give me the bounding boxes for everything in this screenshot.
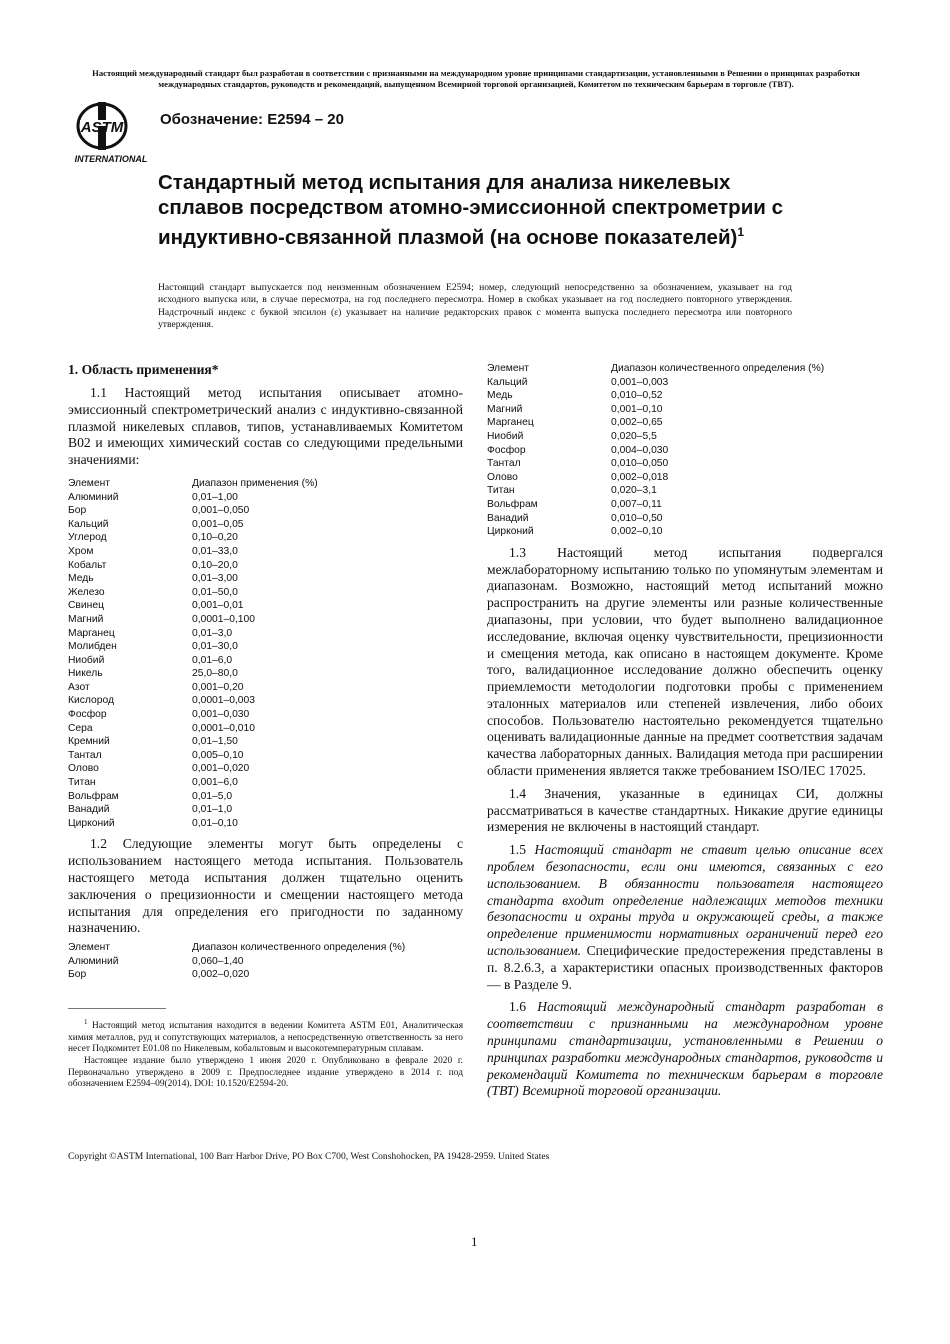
range-value: 0,0001–0,003 bbox=[192, 695, 255, 707]
left-column bbox=[68, 362, 463, 988]
range-value: 0,01–30,0 bbox=[192, 641, 238, 653]
table-row bbox=[68, 613, 463, 627]
paragraph-number: 1.5 bbox=[509, 842, 526, 858]
element-name: Фосфор bbox=[68, 709, 107, 721]
range-value: 0,10–0,20 bbox=[192, 532, 238, 544]
range-value: 0,020–3,1 bbox=[611, 485, 657, 497]
table-row bbox=[487, 484, 883, 498]
element-name: Тантал bbox=[68, 749, 102, 761]
table-row bbox=[487, 376, 883, 390]
table-row bbox=[68, 559, 463, 573]
range-value: 0,01–6,0 bbox=[192, 654, 233, 666]
range-value: 0,002–0,65 bbox=[611, 417, 663, 429]
table-row bbox=[487, 498, 883, 512]
range-value: 0,001–0,01 bbox=[192, 600, 244, 612]
range-value: 0,001–0,10 bbox=[611, 403, 663, 415]
section-heading: 1. Область применения* bbox=[68, 362, 219, 377]
element-name: Медь bbox=[487, 390, 513, 402]
table-row bbox=[68, 968, 463, 982]
range-value: 25,0–80,0 bbox=[192, 668, 238, 680]
table-row bbox=[487, 457, 883, 471]
element-name: Сера bbox=[68, 722, 93, 734]
table-row bbox=[68, 749, 463, 763]
range-value: 0,001–0,003 bbox=[611, 376, 669, 388]
range-value: 0,01–1,0 bbox=[192, 804, 233, 816]
table-header-row bbox=[487, 362, 883, 376]
paragraph-1-6 bbox=[487, 999, 883, 1100]
range-value: 0,010–0,52 bbox=[611, 390, 663, 402]
element-name: Тантал bbox=[487, 458, 521, 470]
table-row bbox=[68, 504, 463, 518]
element-name: Титан bbox=[68, 777, 96, 789]
element-name: Ванадий bbox=[68, 804, 110, 816]
element-name: Кремний bbox=[68, 736, 110, 748]
footnote-mark: 1 bbox=[84, 1018, 88, 1026]
range-value: 0,020–5,5 bbox=[611, 430, 657, 442]
element-name: Медь bbox=[68, 573, 94, 585]
title-text: Стандартный метод испытания для анализа никелевых сплавов посредством атомно-эмиссионной спектрометрии с индуктивно-связанной плазмой (на основе показателей) bbox=[158, 171, 784, 249]
table-row bbox=[68, 776, 463, 790]
range-value: 0,01–1,50 bbox=[192, 736, 238, 748]
range-value: 0,01–3,0 bbox=[192, 627, 233, 639]
element-name: Молибден bbox=[68, 641, 117, 653]
element-name: Ниобий bbox=[68, 654, 105, 666]
astm-logo bbox=[68, 100, 154, 166]
table-header-cell: Элемент bbox=[68, 477, 111, 489]
table-row bbox=[68, 545, 463, 559]
range-value: 0,002–0,018 bbox=[611, 471, 669, 483]
issue-note: Настоящий стандарт выпускается под неизменным обозначением E2594; номер, следующий непосредственно за обозначением, указывает на год исходного выпуска или, в случае пересмотра, на год последнего пересмотра. Номер в скобках указывает на год последнего повторного утверждения. Надстрочный индекс с буквой эпсилон (ε) указывает на наличие редакторских правок с момента выпуска последнего пересмотра или повторного утверждения. bbox=[158, 282, 792, 330]
paragraph-1-3: 1.3 Настоящий метод испытания подвергался межлабораторному испытанию только по упомянутым элементам и диапазонам. Возможно, настоящий метод испытаний можно распространить на другие элементы или разные количественные диапазоны, при условии, что будет выполнено валидационное исследование, включая оценку чувствительности, прецизионности и смещения метода, как описано в настоящем документе. Кроме того, валидационное исследование должно обеспечить оценку приемлемости методологии подготовки пробы с применением эталонных материалов или степеней извлечения, либо обоих способов. Пользователю настоятельно рекомендуется тщательно оценивать валидационные данные на предмет соответствия задачам качества лабораторных данных. Валидация метода при расширении области применения является также требованием ISO/IEC 17025. bbox=[487, 544, 883, 779]
range-value: 0,01–5,0 bbox=[192, 790, 233, 802]
table-row bbox=[68, 722, 463, 736]
table-row bbox=[68, 955, 463, 969]
wto-statement: Настоящий международный стандарт разработан в соответствии с признанными на международном уровне принципами стандартизации, установленными в Решении о принципах разработки международных стандартов, руководств и рекомендаций Комитета по техническим барьерам в торговле (ТВТ) Всемирной торговой организации. bbox=[487, 999, 883, 1099]
title-footnote-mark: 1 bbox=[737, 225, 745, 239]
table-row bbox=[68, 627, 463, 641]
paragraph-number: 1.6 bbox=[509, 999, 526, 1015]
page-number: 1 bbox=[471, 1234, 478, 1249]
element-name: Хром bbox=[68, 545, 94, 557]
table-row bbox=[68, 654, 463, 668]
element-name: Титан bbox=[487, 485, 515, 497]
quantitation-range-table-part1 bbox=[68, 941, 463, 982]
element-name: Магний bbox=[68, 613, 104, 625]
footnote-divider bbox=[68, 1008, 166, 1009]
right-column bbox=[487, 362, 883, 1100]
table-row bbox=[68, 708, 463, 722]
table-header-cell: Элемент bbox=[487, 363, 530, 374]
range-value: 0,010–0,50 bbox=[611, 512, 663, 524]
range-value: 0,01–50,0 bbox=[192, 586, 238, 598]
element-name: Вольфрам bbox=[68, 790, 119, 802]
footnotes bbox=[68, 1017, 463, 1091]
table-row bbox=[68, 681, 463, 695]
element-name: Вольфрам bbox=[487, 498, 538, 510]
range-value: 0,001–6,0 bbox=[192, 777, 238, 789]
table-row bbox=[68, 667, 463, 681]
table-header-row bbox=[68, 477, 463, 491]
table-row bbox=[487, 430, 883, 444]
range-value: 0,001–0,050 bbox=[192, 505, 250, 517]
document-title bbox=[158, 170, 818, 250]
table-row bbox=[68, 586, 463, 600]
table-row bbox=[68, 491, 463, 505]
wto-notice: Настоящий международный стандарт был разработан в соответствии с признанными на международном уровне принципами стандартизации, установленными в Решении о принципах разработки международных стандартов, руководств и рекомендаций, выпущенном Всемирной торговой организацией, Комитетом по техническим барьерам в торговле (ТВТ). bbox=[92, 68, 860, 89]
range-value: 0,001–0,05 bbox=[192, 518, 244, 530]
range-value: 0,010–0,050 bbox=[611, 458, 669, 470]
table-row bbox=[487, 471, 883, 485]
element-name: Марганец bbox=[68, 627, 115, 639]
table-row bbox=[487, 525, 883, 539]
table-row bbox=[68, 694, 463, 708]
table-header-cell: Диапазон количественного определения (%) bbox=[611, 363, 825, 374]
table-row bbox=[68, 599, 463, 613]
footnote-1 bbox=[68, 1017, 463, 1056]
table-row bbox=[68, 518, 463, 532]
element-name: Кобальт bbox=[68, 559, 107, 571]
element-name: Кальций bbox=[68, 518, 109, 530]
range-value: 0,01–33,0 bbox=[192, 545, 238, 557]
quantitation-range-table-part2 bbox=[487, 362, 883, 539]
table-row bbox=[68, 735, 463, 749]
logo-text: ASTM bbox=[80, 119, 124, 136]
range-value: 0,01–3,00 bbox=[192, 573, 238, 585]
range-value: 0,005–0,10 bbox=[192, 749, 244, 761]
element-name: Свинец bbox=[68, 600, 104, 612]
footnote-text: Настоящий метод испытания находится в ведении Комитета ASTM E01, Аналитическая химия металлов, руд и сопутствующих материалов, а непосредственную ответственность за него несет Подкомитет E01.08 по Никелевым, кобальтовым и высокотемпературным сплавам. bbox=[68, 1021, 464, 1055]
range-value: 0,001–0,030 bbox=[192, 709, 250, 721]
table-header-cell: Диапазон применения (%) bbox=[192, 477, 318, 489]
paragraph-1-2: 1.2 Следующие элементы могут быть определены с использованием настоящего метода испытания. Пользователь настоящего метода испытания должен тщательно оценить заключения о прецизионности и смещении настоящего метода испытания для определения его пригодности по заданному назначению. bbox=[68, 836, 463, 936]
range-value: 0,001–0,020 bbox=[192, 763, 250, 775]
range-value: 0,007–0,11 bbox=[611, 498, 662, 510]
table-header-row bbox=[68, 941, 463, 955]
range-value: 0,004–0,030 bbox=[611, 444, 669, 456]
designation: Обозначение: E2594 – 20 bbox=[160, 111, 344, 128]
paragraph-1-1: 1.1 Настоящий метод испытания описывает атомно-эмиссионный спектрометрический анализ с индуктивно-связанной плазмой никелевых сплавов, типов, устанавливаемых Комитетом B02 и имеющих химический состав со следующими предельными значениями: bbox=[68, 385, 463, 468]
table-row bbox=[68, 572, 463, 586]
element-name: Цирконий bbox=[487, 526, 534, 538]
table-row bbox=[487, 403, 883, 417]
table-row bbox=[487, 512, 883, 526]
element-name: Бор bbox=[68, 505, 87, 517]
table-header-cell: Диапазон количественного определения (%) bbox=[192, 942, 406, 954]
table-row bbox=[68, 531, 463, 545]
table-row bbox=[487, 416, 883, 430]
paragraph-1-5 bbox=[487, 842, 883, 993]
element-name: Марганец bbox=[487, 417, 534, 429]
element-name: Олово bbox=[68, 763, 99, 775]
element-name: Железо bbox=[68, 586, 105, 598]
application-range-table bbox=[68, 477, 463, 830]
range-value: 0,0001–0,010 bbox=[192, 722, 255, 734]
element-name: Алюминий bbox=[68, 491, 119, 503]
element-name: Азот bbox=[68, 681, 90, 693]
element-name: Ванадий bbox=[487, 512, 529, 524]
element-name: Кислород bbox=[68, 695, 114, 707]
element-name: Магний bbox=[487, 403, 523, 415]
element-name: Бор bbox=[68, 969, 87, 981]
table-header-cell: Элемент bbox=[68, 942, 111, 954]
element-name: Цирконий bbox=[68, 817, 115, 829]
element-name: Никель bbox=[68, 668, 103, 680]
copyright: Copyright ©ASTM International, 100 Barr Harbor Drive, PO Box C700, West Conshohocken, PA 19428-2959. United States bbox=[68, 1151, 550, 1162]
table-row bbox=[487, 444, 883, 458]
range-value: 0,002–0,10 bbox=[611, 526, 663, 538]
range-value: 0,01–0,10 bbox=[192, 817, 238, 829]
range-value: 0,060–1,40 bbox=[192, 955, 244, 967]
table-row bbox=[68, 790, 463, 804]
table-row bbox=[68, 640, 463, 654]
logo-subtext: INTERNATIONAL bbox=[74, 154, 148, 164]
range-value: 0,002–0,020 bbox=[192, 969, 250, 981]
table-row bbox=[68, 762, 463, 776]
paragraph-1-4: 1.4 Значения, указанные в единицах СИ, должны рассматриваться в качестве стандартных. Никакие другие единицы измерения не включены в настоящий стандарт. bbox=[487, 785, 883, 835]
footnote-2: Настоящее издание было утверждено 1 июня 2020 г. Опубликовано в феврале 2020 г. Первоначально утверждено в 2009 г. Предпоследнее издание утверждено в 2014 г. под обозначением E2594–09(2014). DOI: 10.1520/E2594-20. bbox=[68, 1055, 463, 1090]
paragraph-text: Специфические предостережения представлены в п. 8.2.6.3, а характеристики опасных производственных факторов — в Разделе 9. bbox=[487, 943, 884, 992]
safety-caveat: Настоящий стандарт не ставит целью описание всех проблем безопасности, если они имеются, связанных с его использованием. В обязанности пользователя настоящего стандарта входит определение надлежащих методов техники безопасности и охраны труда и окружающей среды, а также определение применимости нормативных ограничений перед его использованием. bbox=[487, 842, 883, 959]
range-value: 0,01–1,00 bbox=[192, 491, 238, 503]
element-name: Кальций bbox=[487, 376, 528, 388]
element-name: Олово bbox=[487, 471, 518, 483]
table-row bbox=[68, 803, 463, 817]
element-name: Алюминий bbox=[68, 955, 119, 967]
table-row bbox=[68, 817, 463, 831]
range-value: 0,0001–0,100 bbox=[192, 613, 255, 625]
range-value: 0,10–20,0 bbox=[192, 559, 238, 571]
range-value: 0,001–0,20 bbox=[192, 681, 244, 693]
table-row bbox=[487, 389, 883, 403]
element-name: Фосфор bbox=[487, 444, 526, 456]
element-name: Углерод bbox=[68, 532, 107, 544]
element-name: Ниобий bbox=[487, 430, 524, 442]
